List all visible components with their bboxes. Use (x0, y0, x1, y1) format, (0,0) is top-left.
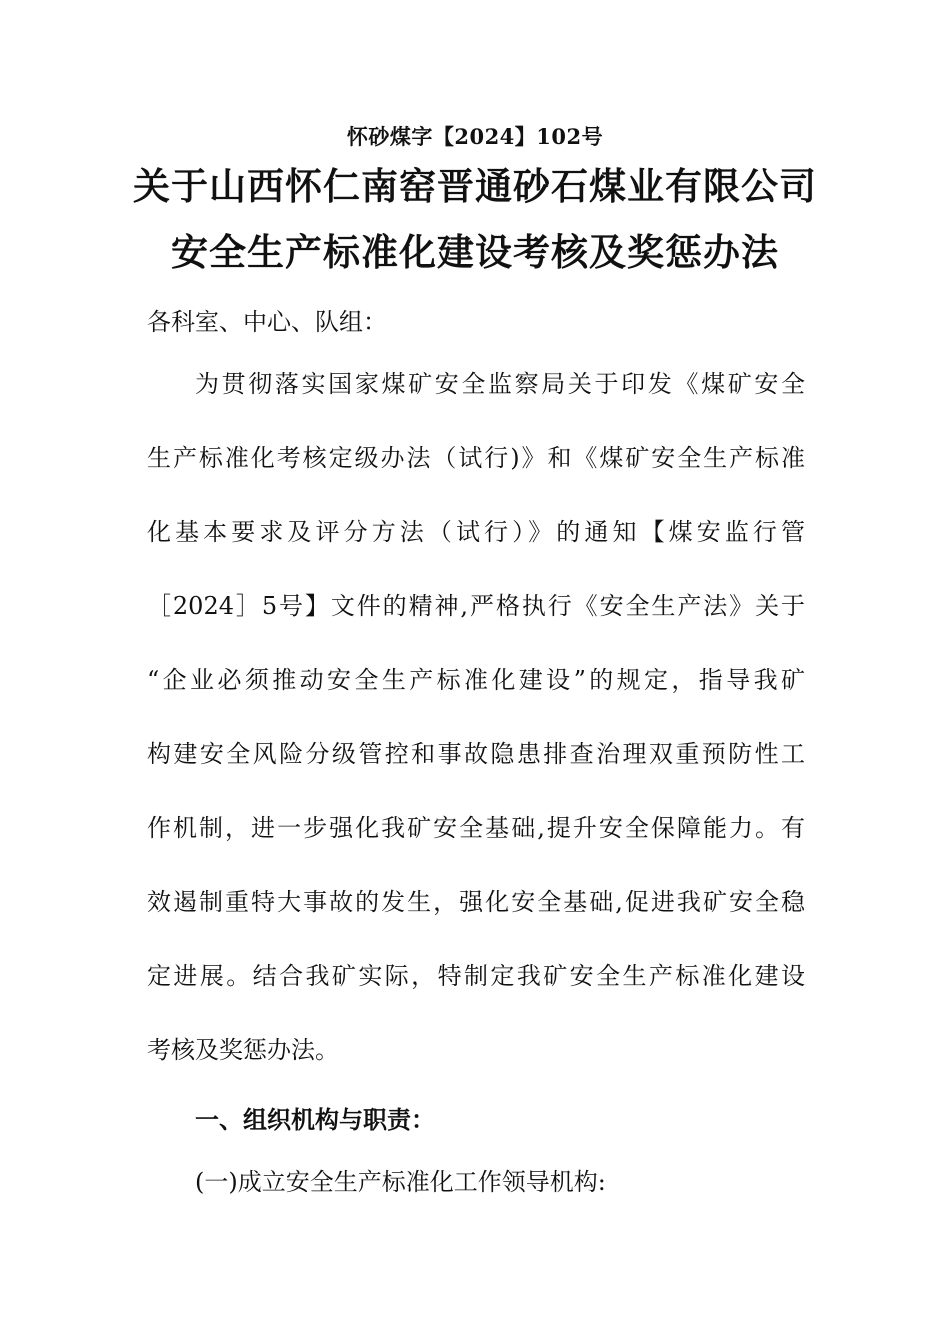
paragraph-line: 考核及奖惩办法。 (147, 1036, 339, 1064)
paragraph-line: 构建安全风险分级管控和事故隐患排查治理双重预防性工 (147, 740, 805, 768)
paragraph-line: 化基本要求及评分方法（试行）》的通知【煤安监行管 (147, 518, 805, 546)
document-title-line-1: 关于山西怀仁南窑晋通砂石煤业有限公司 (133, 164, 817, 208)
paragraph-line: 生产标准化考核定级办法（试行)》和《煤矿安全生产标准 (147, 444, 805, 472)
document-number: 怀砂煤字【2024】102号 (346, 124, 604, 149)
salutation: 各科室、中心、队组： (147, 308, 387, 336)
paragraph-line: ［2024］5号】文件的精神,严格执行《安全生产法》关于 (147, 592, 805, 620)
subsection-heading: (一)成立安全生产标准化工作领导机构: (195, 1168, 606, 1196)
document-title-line-2: 安全生产标准化建设考核及奖惩办法 (171, 230, 779, 274)
paragraph-line: 效遏制重特大事故的发生，强化安全基础,促进我矿安全稳 (147, 888, 805, 916)
section-heading: 一、组织机构与职责： (195, 1105, 435, 1134)
paragraph-line: 作机制，进一步强化我矿安全基础,提升安全保障能力。有 (147, 814, 805, 842)
paragraph-line: “企业必须推动安全生产标准化建设”的规定，指导我矿 (147, 666, 805, 694)
paragraph-line: 定进展。结合我矿实际，特制定我矿安全生产标准化建设 (147, 962, 805, 990)
paragraph-line: 为贯彻落实国家煤矿安全监察局关于印发《煤矿安全 (195, 370, 805, 398)
